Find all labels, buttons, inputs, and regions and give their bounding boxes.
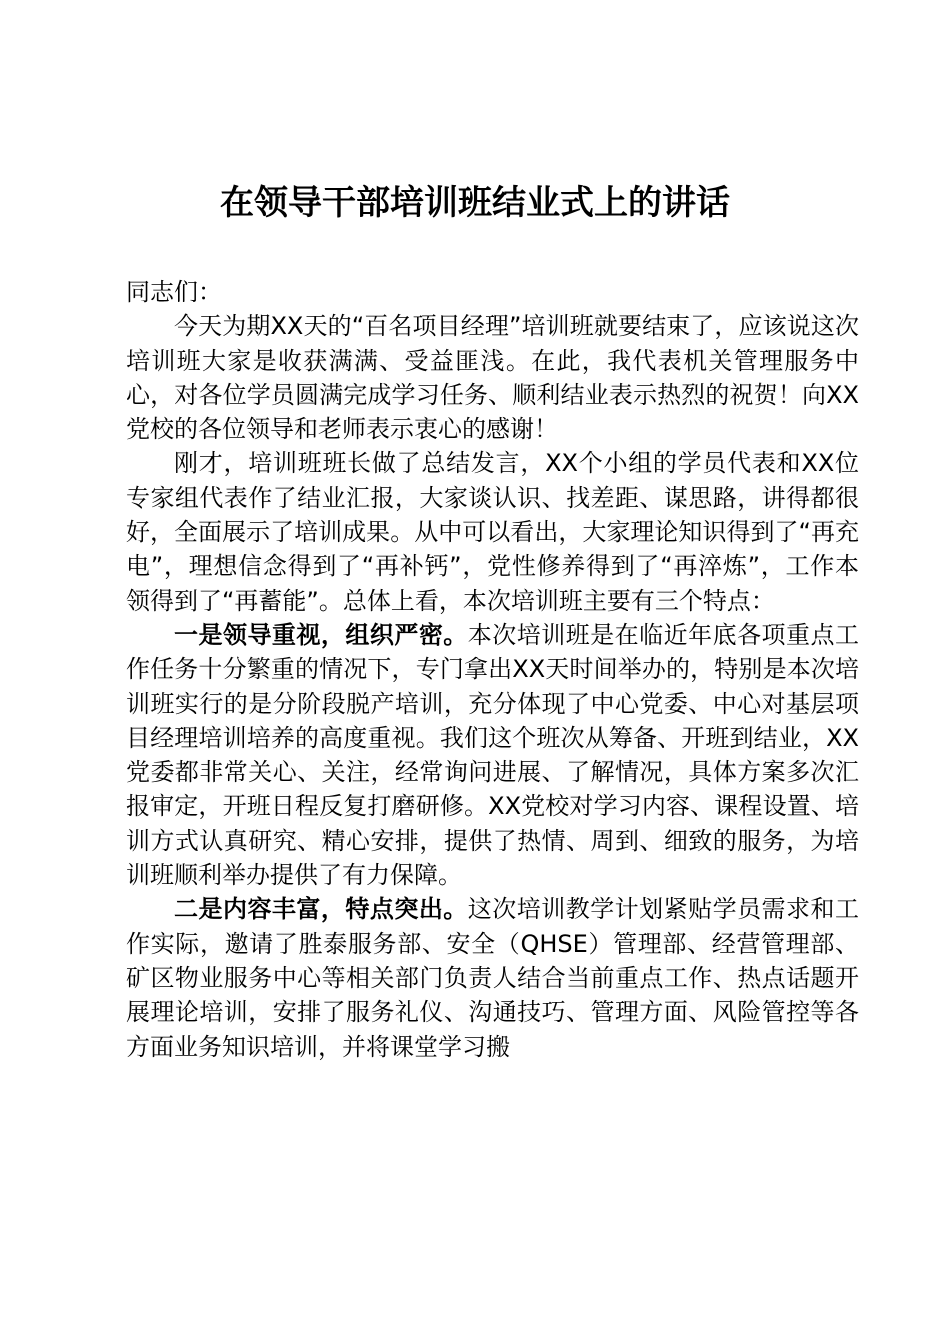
paragraph-text: 本次培训班是在临近年底各项重点工作任务十分繁重的情况下，专门拿出XX天时间举办的，特别是本次培训班实行的是分阶段脱产培训，充分体现了中心党委、中心对基层项目经理培训培养的高度重视。我们这个班次从筹备、开班到结业，XX党委都非常关心、关注，经常询问进展、了解情况，具体方案多次汇报审定，开班日程反复打磨研修。XX党校对学习内容、课程设置、培训方式认真研究、精心安排，提供了热情、周到、细致的服务，为培训班顺利举办提供了有力保障。 xyxy=(126,620,860,890)
paragraph-1 xyxy=(126,309,859,446)
paragraph-text: 刚才，培训班班长做了总结发言，XX个小组的学员代表和XX位专家组代表作了结业汇报，大家谈认识、找差距、谋思路，讲得都很好，全面展示了培训成果。从中可以看出，大家理论知识得到了“再充电”，理想信念得到了“再补钙”，党性修养得到了“再淬炼”，工作本领得到了“再蓄能”。总体上看，本次培训班主要有三个特点： xyxy=(126,449,859,615)
paragraph-lead-heading: 二是内容丰富，特点突出。 xyxy=(174,894,468,924)
paragraph-text: 今天为期XX天的“百名项目经理”培训班就要结束了，应该说这次培训班大家是收获满满、受益匪浅。在此，我代表机关管理服务中心，对各位学员圆满完成学习任务、顺利结业表示热烈的祝贺！向XX党校的各位领导和老师表示衷心的感谢！ xyxy=(126,312,859,444)
paragraph-2 xyxy=(126,446,859,617)
document-title: 在领导干部培训班结业式上的讲话 xyxy=(220,183,730,223)
paragraph-4 xyxy=(126,892,859,1063)
paragraph-text: 这次培训教学计划紧贴学员需求和工作实际，邀请了胜泰服务部、安全（QHSE）管理部、经营管理部、矿区物业服务中心等相关部门负责人结合当前重点工作、热点话题开展理论培训，安排了服务礼仪、沟通技巧、管理方面、风险管控等各方面业务知识培训，并将课堂学习搬 xyxy=(126,895,860,1061)
document-body xyxy=(126,275,859,1064)
salutation: 同志们： xyxy=(126,278,222,306)
paragraph-3 xyxy=(126,618,859,892)
paragraph-lead-heading: 一是领导重视，组织严密。 xyxy=(174,619,468,649)
